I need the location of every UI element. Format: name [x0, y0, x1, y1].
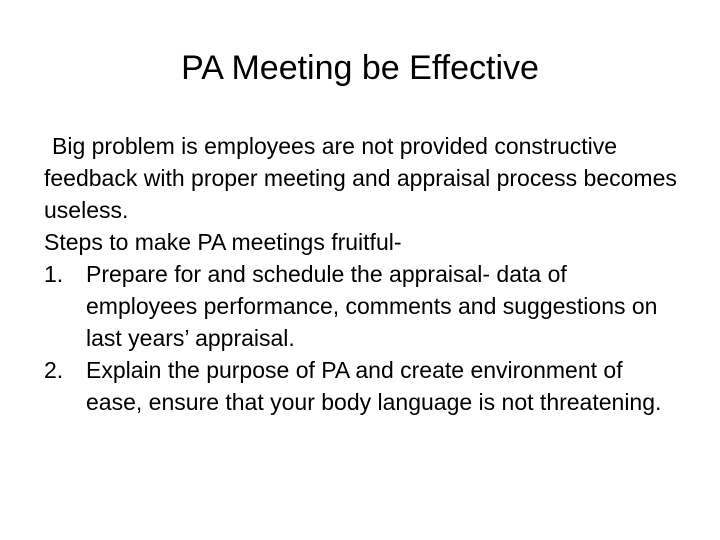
intro-paragraph: Big problem is employees are not provided constructive feedback with proper meeting and appraisal process becomes useless. [44, 133, 677, 223]
step-number: 2. [44, 357, 64, 383]
slide-title: PA Meeting be Effective [181, 49, 539, 87]
steps-heading: Steps to make PA meetings fruitful- [44, 229, 402, 255]
steps-list [44, 258, 684, 418]
slide-body [44, 130, 684, 418]
step-item [44, 354, 684, 418]
step-text: Explain the purpose of PA and create environment of ease, ensure that your body language is not threatening. [86, 357, 662, 415]
step-number: 1. [44, 261, 64, 287]
step-item [44, 258, 684, 354]
step-text: Prepare for and schedule the appraisal- data of employees performance, comments and suggestions on last years’ appraisal. [86, 261, 658, 351]
